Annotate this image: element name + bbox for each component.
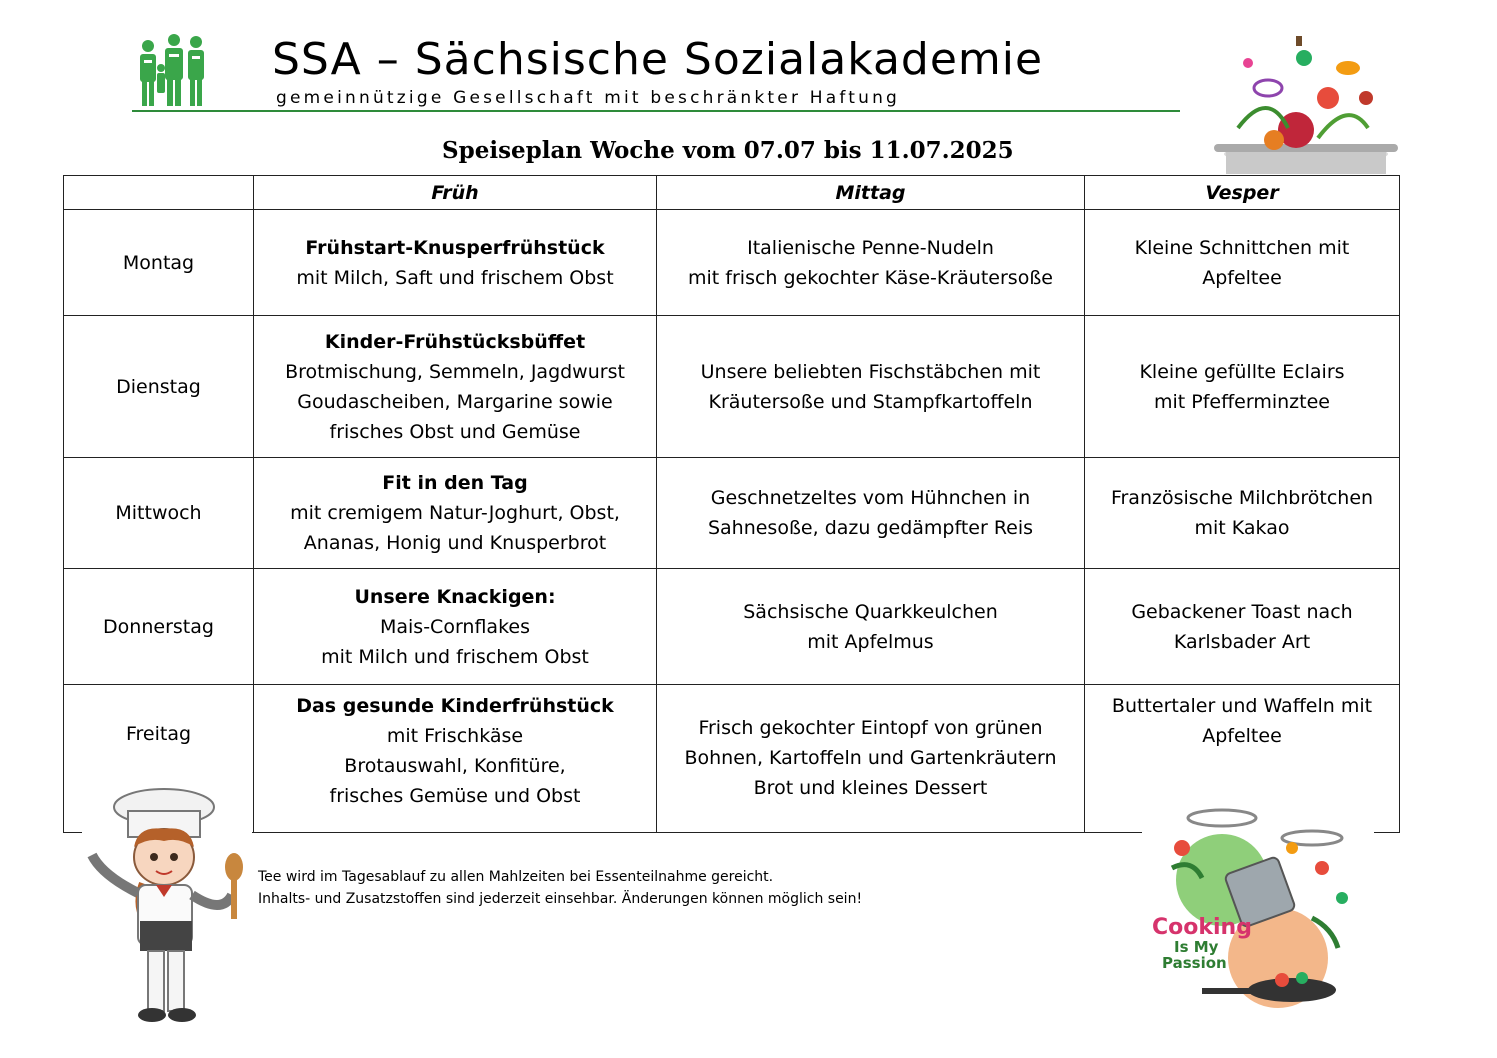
footnote	[258, 866, 862, 910]
cooking-passion-icon	[1142, 808, 1374, 1030]
day-label: Freitag	[64, 685, 254, 833]
vesper-line: Karlsbader Art	[1173, 630, 1311, 653]
mittag-cell	[657, 210, 1085, 316]
vesper-cell	[1085, 316, 1400, 458]
passion-word: Passion	[1162, 954, 1227, 972]
vesper-cell	[1085, 458, 1400, 569]
table-row	[64, 458, 1400, 569]
frueh-line: mit cremigem Natur-Joghurt, Obst,	[290, 502, 620, 524]
vesper-line: Apfeltee	[1202, 266, 1282, 289]
frueh-line: Brotauswahl, Konfitüre,	[344, 755, 566, 777]
cooking-pot-icon	[1208, 28, 1398, 176]
day-label: Mittwoch	[64, 458, 254, 569]
frueh-cell	[254, 458, 657, 569]
vesper-line: Gebackener Toast nach	[1131, 600, 1353, 623]
table-row	[64, 316, 1400, 458]
mittag-line: mit frisch gekochter Käse-Kräutersoße	[688, 266, 1053, 289]
vesper-line: Buttertaler und Waffeln mit	[1111, 695, 1373, 717]
vesper-cell	[1085, 569, 1400, 685]
frueh-cell	[254, 210, 657, 316]
table-row	[64, 210, 1400, 316]
frueh-line: frisches Obst und Gemüse	[329, 420, 581, 443]
frueh-cell	[254, 569, 657, 685]
mittag-line: Sächsische Quarkkeulchen	[743, 600, 998, 623]
vesper-line: Kleine gefüllte Eclairs	[1139, 360, 1345, 383]
footnote-line: Inhalts- und Zusatzstoffen sind jederzeit einsehbar. Änderungen können möglich sein!	[258, 891, 863, 907]
mittag-line: Sahnesoße, dazu gedämpfter Reis	[707, 517, 1034, 539]
column-header-mittag: Mittag	[657, 176, 1085, 210]
frueh-line: mit Milch, Saft und frischem Obst	[296, 266, 614, 289]
frueh-title: Unsere Knackigen:	[354, 585, 556, 608]
org-subtitle: gemeinnützige Gesellschaft mit beschränkter Haftung	[276, 88, 901, 108]
frueh-line: Brotmischung, Semmeln, Jagdwurst	[285, 360, 625, 383]
frueh-line: mit Frischkäse	[386, 725, 524, 747]
vesper-line: mit Pfefferminztee	[1153, 390, 1330, 413]
org-title: SSA – Sächsische Sozialakademie	[272, 34, 1044, 85]
table-row	[64, 569, 1400, 685]
frueh-line: frisches Gemüse und Obst	[329, 785, 581, 807]
header-divider	[132, 110, 1180, 112]
mittag-line: Italienische Penne-Nudeln	[747, 236, 994, 259]
vesper-line: Französische Milchbrötchen	[1110, 487, 1374, 509]
frueh-title: Fit in den Tag	[382, 472, 528, 494]
mittag-cell	[657, 569, 1085, 685]
frueh-title: Kinder-Frühstücksbüffet	[324, 330, 586, 353]
column-header-frueh: Früh	[254, 176, 657, 210]
mittag-line: Frisch gekochter Eintopf von grünen	[698, 717, 1043, 739]
family-logo-icon	[134, 32, 212, 110]
corner-cell	[64, 176, 254, 210]
frueh-title: Frühstart-Knusperfrühstück	[305, 236, 605, 259]
cooking-word: Cooking	[1152, 915, 1252, 940]
chef-girl-icon	[82, 785, 252, 1030]
vesper-line: Kleine Schnittchen mit	[1134, 236, 1350, 259]
frueh-line: Goudascheiben, Margarine sowie	[297, 390, 613, 413]
mittag-line: Kräutersoße und Stampfkartoffeln	[708, 390, 1033, 413]
mittag-line: Geschnetzeltes vom Hühnchen in	[710, 487, 1031, 509]
week-title: Speiseplan Woche vom 07.07 bis 11.07.2025	[442, 137, 1014, 164]
frueh-title: Das gesunde Kinderfrühstück	[296, 695, 614, 717]
day-label: Donnerstag	[64, 569, 254, 685]
frueh-line: Mais-Cornflakes	[379, 615, 530, 638]
table-header-row	[64, 176, 1400, 210]
frueh-line: mit Milch und frischem Obst	[321, 645, 589, 668]
menu-table	[63, 175, 1400, 833]
is-my-word: Is My	[1174, 938, 1219, 956]
mittag-cell	[657, 685, 1085, 833]
day-label: Montag	[64, 210, 254, 316]
footnote-line: Tee wird im Tagesablauf zu allen Mahlzeiten bei Essenteilnahme gereicht.	[258, 869, 774, 885]
frueh-cell	[254, 316, 657, 458]
mittag-line: mit Apfelmus	[807, 630, 934, 653]
mittag-cell	[657, 458, 1085, 569]
mittag-cell	[657, 316, 1085, 458]
mittag-line: Brot und kleines Dessert	[753, 777, 988, 799]
vesper-line: Apfeltee	[1202, 725, 1282, 747]
frueh-cell	[254, 685, 657, 833]
vesper-cell	[1085, 210, 1400, 316]
vesper-line: mit Kakao	[1194, 517, 1290, 539]
mittag-line: Bohnen, Kartoffeln und Gartenkräutern	[684, 747, 1057, 769]
column-header-vesper: Vesper	[1085, 176, 1400, 210]
mittag-line: Unsere beliebten Fischstäbchen mit	[700, 360, 1041, 383]
day-label: Dienstag	[64, 316, 254, 458]
frueh-line: Ananas, Honig und Knusperbrot	[303, 532, 607, 554]
